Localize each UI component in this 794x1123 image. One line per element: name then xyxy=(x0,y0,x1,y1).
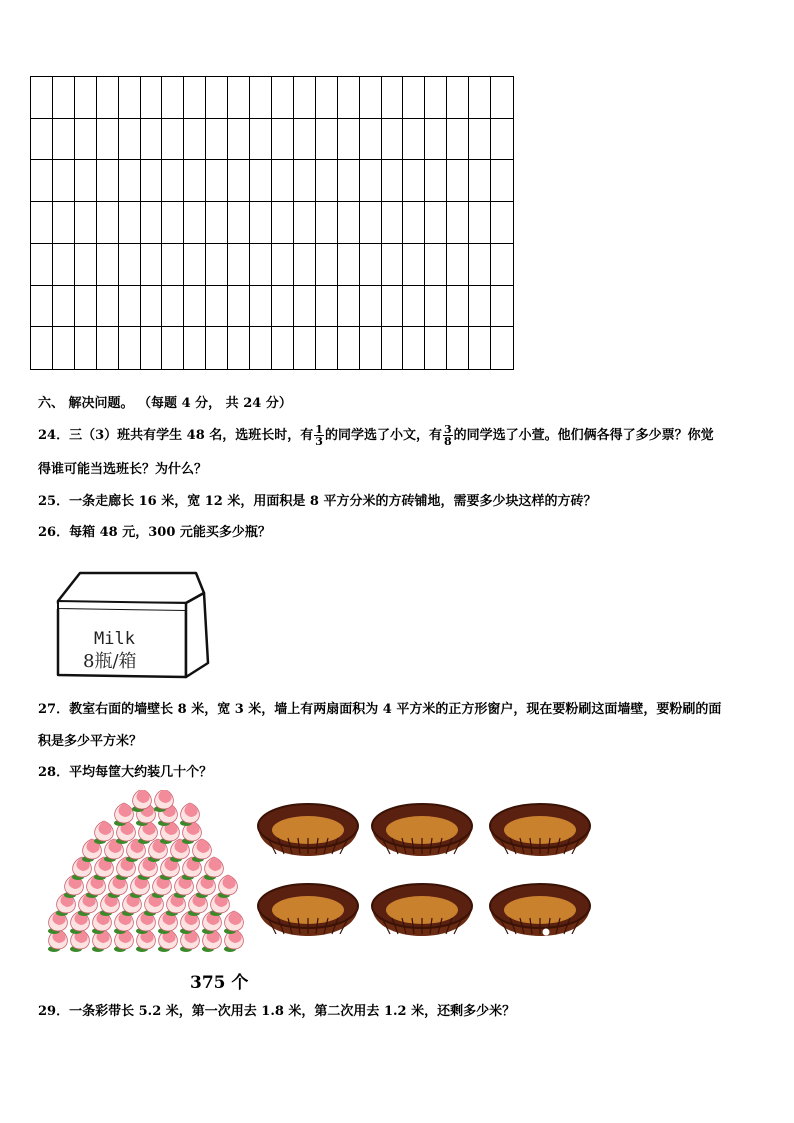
grid-cell xyxy=(31,286,53,328)
grid-cell xyxy=(316,202,338,244)
grid-cell xyxy=(119,119,141,161)
peach xyxy=(180,803,199,826)
grid-cell xyxy=(360,202,382,244)
grid-cell xyxy=(338,77,360,119)
fraction-denominator: 3 xyxy=(315,435,323,448)
grid-cell xyxy=(228,202,250,244)
milk-box-label-1: Milk xyxy=(94,629,135,649)
peach xyxy=(218,875,237,898)
grid-cell xyxy=(272,327,294,369)
grid-cell xyxy=(31,119,53,161)
grid-cell xyxy=(141,119,163,161)
grid-cell xyxy=(206,119,228,161)
grid-cell xyxy=(403,160,425,202)
grid-cell xyxy=(206,244,228,286)
grid-cell xyxy=(469,286,491,328)
fraction-numerator: 1 xyxy=(315,423,323,436)
grid-cell xyxy=(447,160,469,202)
question-28: 28．平均每筐大约装几十个？ xyxy=(38,765,213,780)
grid-cell xyxy=(141,286,163,328)
question-24-line-2: 得谁可能当选班长？为什么？ xyxy=(38,462,208,477)
grid-cell xyxy=(141,327,163,369)
grid-cell xyxy=(53,244,75,286)
grid-cell xyxy=(491,244,513,286)
peach-count-label: 375 个 xyxy=(190,973,249,993)
grid-cell xyxy=(184,160,206,202)
peach xyxy=(224,911,243,934)
grid-cell xyxy=(206,202,228,244)
grid-cell xyxy=(119,286,141,328)
grid-cell xyxy=(403,77,425,119)
grid-cell xyxy=(53,202,75,244)
grid-cell xyxy=(162,119,184,161)
question-27-line-1: 27．教室右面的墙壁长 8 米，宽 3 米，墙上有两扇面积为 4 平方米的正方形窗户，现在要粉刷这面墙壁，要粉刷的面 xyxy=(38,702,722,717)
basket-icon xyxy=(490,884,590,936)
grid-cell xyxy=(316,244,338,286)
grid-cell xyxy=(294,286,316,328)
basket-group xyxy=(256,798,596,958)
grid-cell xyxy=(382,160,404,202)
grid-cell xyxy=(31,327,53,369)
grid-cell xyxy=(447,244,469,286)
milk-box-icon xyxy=(46,567,211,682)
grid-cell xyxy=(119,77,141,119)
grid-cell xyxy=(272,160,294,202)
grid-cell xyxy=(447,77,469,119)
grid-cell xyxy=(119,202,141,244)
highlight-dot xyxy=(543,929,550,936)
grid-cell xyxy=(425,327,447,369)
grid-cell xyxy=(382,119,404,161)
grid-cell xyxy=(382,77,404,119)
grid-cell xyxy=(382,327,404,369)
grid-cell xyxy=(447,327,469,369)
grid-cell xyxy=(31,244,53,286)
grid-cell xyxy=(250,244,272,286)
grid-cell xyxy=(403,327,425,369)
question-24-line-1 xyxy=(38,424,714,447)
grid-cell xyxy=(97,286,119,328)
grid-cell xyxy=(141,244,163,286)
grid-cell xyxy=(469,202,491,244)
grid-cell xyxy=(206,327,228,369)
grid-cell xyxy=(360,77,382,119)
grid-cell xyxy=(206,286,228,328)
basket-icon xyxy=(490,804,590,856)
grid-cell xyxy=(162,202,184,244)
grid-cell xyxy=(425,202,447,244)
grid-cell xyxy=(97,202,119,244)
grid-cell xyxy=(53,286,75,328)
grid-cell xyxy=(162,327,184,369)
grid-cell xyxy=(272,77,294,119)
q24-text-part-2: 的同学选了小文，有 xyxy=(324,428,442,443)
grid-cell xyxy=(316,327,338,369)
grid-cell xyxy=(316,119,338,161)
grid-cell xyxy=(75,77,97,119)
grid-cell xyxy=(250,327,272,369)
grid-cell xyxy=(228,160,250,202)
peach xyxy=(114,803,133,826)
grid-cell xyxy=(491,202,513,244)
grid-cell xyxy=(97,77,119,119)
basket-icon xyxy=(372,804,472,856)
grid-cell xyxy=(360,286,382,328)
grid-cell xyxy=(272,244,294,286)
grid-cell xyxy=(184,119,206,161)
question-26: 26．每箱 48 元，300 元能买多少瓶？ xyxy=(38,525,271,540)
grid-cell xyxy=(294,327,316,369)
grid-cell xyxy=(272,119,294,161)
grid-cell xyxy=(53,160,75,202)
grid-cell xyxy=(469,119,491,161)
grid-cell xyxy=(184,244,206,286)
grid-cell xyxy=(206,160,228,202)
section-heading: 六、 解决问题。 （每题 4 分， 共 24 分） xyxy=(38,396,292,411)
grid-cell xyxy=(75,244,97,286)
grid-cell xyxy=(141,160,163,202)
grid-cell xyxy=(228,119,250,161)
grid-cell xyxy=(447,202,469,244)
grid-cell xyxy=(97,119,119,161)
basket-icon xyxy=(258,884,358,936)
writing-grid xyxy=(30,76,514,370)
grid-cell xyxy=(491,77,513,119)
grid-cell xyxy=(250,286,272,328)
fraction-denominator: 8 xyxy=(443,435,452,448)
grid-cell xyxy=(338,119,360,161)
grid-cell xyxy=(53,77,75,119)
grid-cell xyxy=(272,202,294,244)
grid-cell xyxy=(338,160,360,202)
grid-cell xyxy=(294,119,316,161)
grid-cell xyxy=(425,119,447,161)
question-25: 25．一条走廊长 16 米，宽 12 米，用面积是 8 平方分米的方砖铺地，需要多少块这样的方砖？ xyxy=(38,494,597,509)
grid-cell xyxy=(403,286,425,328)
grid-cell xyxy=(382,286,404,328)
grid-cell xyxy=(491,119,513,161)
grid-cell xyxy=(469,160,491,202)
grid-cell xyxy=(162,160,184,202)
grid-cell xyxy=(425,160,447,202)
q24-text-part-1: 24．三（3）班共有学生 48 名，选班长时，有 xyxy=(38,428,314,443)
grid-cell xyxy=(360,160,382,202)
grid-cell xyxy=(184,77,206,119)
grid-cell xyxy=(316,77,338,119)
grid-cell xyxy=(75,160,97,202)
grid-cell xyxy=(53,327,75,369)
grid-cell xyxy=(360,244,382,286)
grid-cell xyxy=(403,244,425,286)
grid-cell xyxy=(338,327,360,369)
grid-cell xyxy=(250,160,272,202)
fraction-three-eighths xyxy=(443,424,453,447)
grid-cell xyxy=(141,77,163,119)
grid-cell xyxy=(31,202,53,244)
basket-icon xyxy=(372,884,472,936)
grid-cell xyxy=(184,202,206,244)
grid-cell xyxy=(272,286,294,328)
grid-cell xyxy=(294,160,316,202)
grid-cell xyxy=(294,202,316,244)
grid-cell xyxy=(162,77,184,119)
grid-cell xyxy=(75,327,97,369)
grid-cell xyxy=(97,327,119,369)
grid-cell xyxy=(228,286,250,328)
peach xyxy=(192,839,211,862)
grid-cell xyxy=(491,327,513,369)
grid-cell xyxy=(447,286,469,328)
grid-cell xyxy=(425,77,447,119)
grid-cell xyxy=(31,160,53,202)
grid-cell xyxy=(162,286,184,328)
grid-cell xyxy=(228,244,250,286)
basket-icon xyxy=(258,804,358,856)
grid-cell xyxy=(447,119,469,161)
grid-cell xyxy=(250,202,272,244)
grid-cell xyxy=(206,77,228,119)
peach-pile-icon xyxy=(44,790,250,956)
grid-cell xyxy=(294,77,316,119)
grid-cell xyxy=(316,286,338,328)
grid-cell xyxy=(250,119,272,161)
question-27-line-2: 积是多少平方米？ xyxy=(38,734,143,749)
grid-cell xyxy=(184,286,206,328)
peach xyxy=(204,857,223,880)
grid-cell xyxy=(75,119,97,161)
grid-cell xyxy=(338,244,360,286)
grid-cell xyxy=(97,160,119,202)
grid-cell xyxy=(403,202,425,244)
fraction-one-third xyxy=(314,424,324,447)
grid-cell xyxy=(469,327,491,369)
grid-cell xyxy=(162,244,184,286)
grid-cell xyxy=(491,160,513,202)
grid-cell xyxy=(382,202,404,244)
grid-cell xyxy=(228,327,250,369)
grid-cell xyxy=(338,202,360,244)
grid-cell xyxy=(491,286,513,328)
grid-cell xyxy=(382,244,404,286)
grid-cell xyxy=(31,77,53,119)
question-29: 29．一条彩带长 5.2 米，第一次用去 1.8 米，第二次用去 1.2 米，还剩多少米？ xyxy=(38,1004,516,1019)
grid-cell xyxy=(141,202,163,244)
grid-cell xyxy=(119,160,141,202)
grid-cell xyxy=(338,286,360,328)
grid-cell xyxy=(360,327,382,369)
grid-cell xyxy=(403,119,425,161)
grid-cell xyxy=(119,244,141,286)
grid-cell xyxy=(97,244,119,286)
grid-cell xyxy=(184,327,206,369)
q24-text-part-3: 的同学选了小萱。他们俩各得了多少票？你觉 xyxy=(453,428,714,443)
grid-cell xyxy=(469,77,491,119)
grid-cell xyxy=(425,244,447,286)
grid-cell xyxy=(75,286,97,328)
grid-cell xyxy=(469,244,491,286)
grid-cell xyxy=(119,327,141,369)
grid-cell xyxy=(360,119,382,161)
grid-cell xyxy=(250,77,272,119)
grid-cell xyxy=(316,160,338,202)
fraction-numerator: 3 xyxy=(443,423,452,436)
milk-box-label-2: 8瓶/箱 xyxy=(83,651,137,672)
grid-cell xyxy=(53,119,75,161)
grid-cell xyxy=(425,286,447,328)
grid-cell xyxy=(294,244,316,286)
grid-cell xyxy=(228,77,250,119)
grid-cell xyxy=(75,202,97,244)
